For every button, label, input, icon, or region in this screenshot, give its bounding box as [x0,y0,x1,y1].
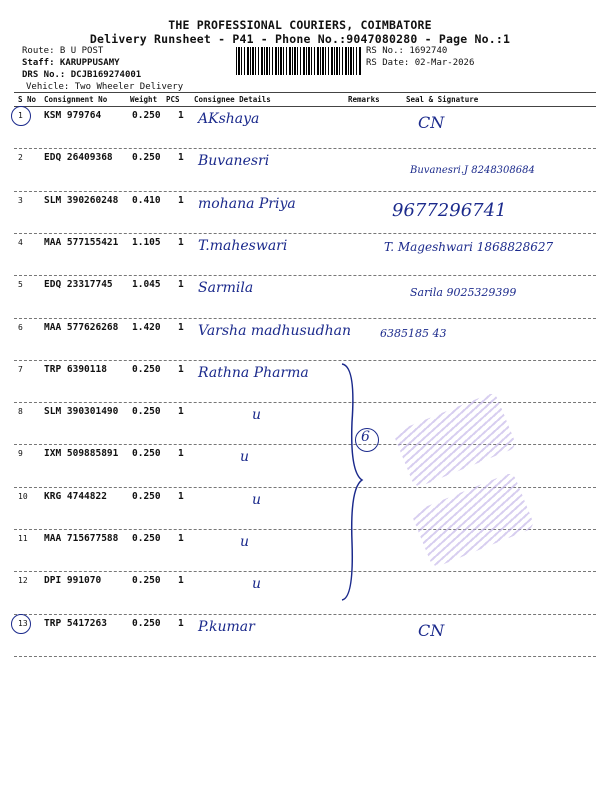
row-consignment: MAA 715677588 [44,533,119,544]
row-divider [14,275,596,276]
row-pcs: 1 [178,321,184,333]
row-divider [14,318,596,319]
row-signature: Sarila 9025329399 [410,286,517,300]
row-weight: 0.250 [132,533,161,544]
row-consignment: SLM 390301490 [44,406,119,418]
row-pcs: 1 [178,617,184,629]
row-sno: 4 [18,237,23,247]
row-signature: CN [418,620,445,640]
row-divider [14,233,596,234]
row-sno: 8 [18,407,23,417]
col-consignment: Consignment No [44,95,108,104]
row-sno: 11 [18,534,28,543]
row-sno: 13 [18,618,28,628]
row-consignee: AKshaya [198,111,260,127]
row-weight: 0.250 [132,448,161,460]
row-signature: T. Mageshwari 1868828627 [384,239,554,254]
col-pcs: PCS [166,95,180,104]
drs-number: DRS No.: DCJB169274001 [22,70,142,80]
staff-label: Staff: KARUPPUSAMY [22,58,120,68]
row-sno: 7 [18,364,23,374]
row-consignee: u [252,407,262,424]
col-sno: S No [18,95,37,104]
row-consignment: EDQ 23317745 [44,279,113,291]
row-consignment: KSM 979764 [44,110,102,121]
header-top-rule [14,92,596,93]
row-consignment: IXM 509885891 [44,448,119,460]
row-pcs: 1 [178,575,184,587]
company-stamp [393,392,517,489]
col-consignee: Consignee Details [194,95,271,104]
row-weight: 0.250 [132,575,161,587]
group-brace [338,362,368,602]
row-divider [14,571,596,572]
row-pcs: 1 [178,533,184,544]
row-consignment: TRP 5417263 [44,617,107,629]
row-pcs: 1 [178,448,184,460]
row-divider [14,191,596,192]
row-weight: 1.105 [132,236,161,248]
row-consignee: Sarmila [198,280,254,297]
row-sno: 12 [18,576,28,586]
row-weight: 0.250 [132,152,161,164]
row-sno: 10 [18,491,28,501]
col-remarks: Remarks [348,95,380,104]
row-pcs: 1 [178,194,184,206]
row-signature: Buvanesri.J 8248308684 [410,165,535,177]
rs-number: RS No.: 1692740 [366,46,448,56]
vehicle-label: Vehicle: Two Wheeler Delivery [26,82,184,92]
row-signature: CN [418,113,445,132]
group-count: 6 [361,429,370,445]
company-title: THE PROFESSIONAL COURIERS, COIMBATORE [168,18,432,32]
row-consignment: EDQ 26409368 [44,152,113,164]
row-pcs: 1 [178,490,184,502]
row-pcs: 1 [178,110,184,121]
route-label: Route: B U POST [22,46,104,56]
col-seal: Seal & Signature [406,95,479,104]
row-pcs: 1 [178,363,184,375]
row-consignee: u [240,449,250,466]
row-divider [14,360,596,361]
row-divider [14,614,596,615]
row-weight: 0.250 [132,363,161,375]
row-consignee: P.kumar [198,618,255,635]
row-signature: 6385185 43 [380,326,447,340]
row-pcs: 1 [178,152,184,164]
row-consignment: MAA 577626268 [44,321,119,333]
row-divider [14,148,596,149]
row-sno: 1 [18,111,23,120]
row-consignment: DPI 991070 [44,575,102,587]
row-consignee: Buvanesri [198,153,270,170]
row-consignee: Rathna Pharma [198,364,309,381]
row-signature: 9677296741 [392,199,507,221]
row-pcs: 1 [178,406,184,418]
row-consignee: Varsha madhusudhan [198,322,352,339]
row-consignee: T.maheswari [198,237,288,254]
row-sno: 3 [18,195,23,205]
row-consignee: mohana Priya [198,195,296,212]
row-divider [14,656,596,657]
row-pcs: 1 [178,236,184,248]
sno-circle [11,614,31,634]
row-consignee: u [252,576,262,593]
row-sno: 2 [18,153,23,163]
rs-date: RS Date: 02-Mar-2026 [366,58,475,68]
row-sno: 5 [18,280,23,290]
row-sno: 6 [18,322,23,332]
row-consignment: KRG 4744822 [44,490,107,502]
row-consignment: TRP 6390118 [44,363,107,375]
row-consignment: MAA 577155421 [44,236,119,248]
barcode [236,47,362,75]
runsheet-subtitle: Delivery Runsheet - P41 - Phone No.:9047080280 - Page No.:1 [89,32,511,46]
row-weight: 0.250 [132,490,161,502]
header-bottom-rule [14,106,596,107]
col-weight: Weight [130,95,158,104]
row-weight: 0.250 [132,406,161,418]
row-consignment: SLM 390260248 [44,194,119,206]
row-weight: 1.045 [132,279,161,291]
row-weight: 1.420 [132,321,161,333]
row-weight: 0.250 [132,110,161,121]
row-divider [14,402,596,403]
row-consignee: u [240,534,250,550]
sno-circle [11,106,31,126]
row-sno: 9 [18,449,23,459]
row-pcs: 1 [178,279,184,291]
row-consignee: u [252,491,262,508]
row-weight: 0.250 [132,617,161,629]
row-weight: 0.410 [132,194,161,206]
